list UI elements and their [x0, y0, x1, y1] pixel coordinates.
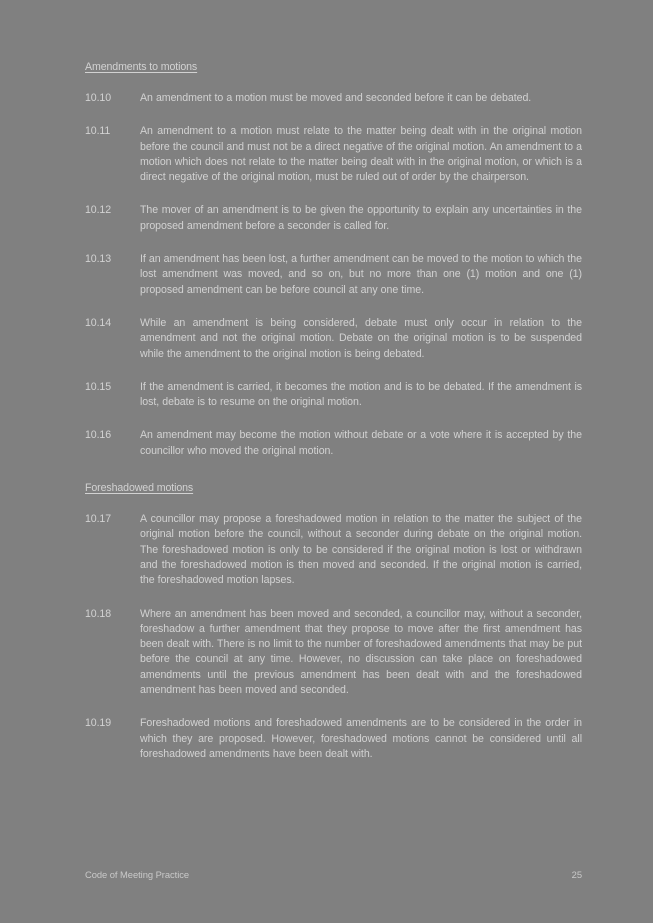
clause-number: 10.17 [85, 513, 112, 526]
clause-number: 10.16 [85, 429, 112, 442]
clause-10-12 [85, 203, 582, 234]
footer-document-title: Code of Meeting Practice [85, 869, 190, 880]
clause-number: 10.18 [85, 607, 112, 620]
clause-10-14 [85, 316, 582, 362]
clause-text: If an amendment has been lost, a further amendment can be moved to the motion to which the lost amendment was moved, and so on, but no more than one (1) motion and one (1) proposed amendment can be before council at any one time. [140, 253, 582, 296]
clause-10-17 [85, 512, 582, 588]
clause-number: 10.13 [85, 253, 112, 266]
clause-10-16 [85, 428, 582, 459]
clause-text: Where an amendment has been moved and seconded, a councillor may, without a seconder, foreshadow a further amendment that they propose to move after the first amendment has been dealt with. There is no limit to the number of foreshadowed amendments that may be put before the council at any time. However, no discussion can take place on foreshadowed amendments until the previous amendment has been dealt with and the foreshadowed amendment has been moved and seconded. [140, 607, 582, 697]
page-content [85, 57, 582, 780]
footer-page-number: 25 [571, 869, 582, 880]
section-foreshadowed-motions [85, 478, 582, 512]
section-heading-amendments-to-motions: Amendments to motions [85, 61, 198, 73]
clause-10-13 [85, 252, 582, 298]
clause-number: 10.12 [85, 204, 112, 217]
clause-number: 10.19 [85, 717, 112, 730]
clause-text: While an amendment is being considered, debate must only occur in relation to the amendment and not the original motion. Debate on the original motion is to be suspended while the amendment to the original motion is being debated. [140, 316, 582, 360]
clause-10-10 [85, 91, 582, 106]
clause-number: 10.14 [85, 316, 112, 329]
clause-text: The mover of an amendment is to be given the opportunity to explain any uncertainties in the proposed amendment before a seconder is called for. [140, 204, 582, 232]
clause-number: 10.11 [85, 125, 111, 138]
clause-text: If the amendment is carried, it becomes the motion and is to be debated. If the amendment is lost, debate is to resume on the original motion. [140, 380, 582, 409]
clause-10-18 [85, 607, 582, 699]
clause-text: An amendment to a motion must be moved and seconded before it can be debated. [140, 92, 532, 104]
clause-text: An amendment to a motion must relate to the matter being dealt with in the original motion before the council and must not be a direct negative of the original motion. An amendment to a motion which does not relate to the matter being dealt with in the original motion, or which is a direct negative of the original motion, must be ruled out of order by the chairperson. [140, 125, 582, 184]
clause-text: An amendment may become the motion without debate or a vote where it is accepted by the councillor who moved the original motion. [140, 429, 582, 457]
clause-10-15 [85, 380, 582, 411]
clause-number: 10.15 [85, 380, 112, 393]
clause-number: 10.10 [85, 92, 112, 104]
clause-10-19 [85, 716, 582, 762]
section-heading-foreshadowed-motions: Foreshadowed motions [85, 482, 194, 495]
clause-text: Foreshadowed motions and foreshadowed amendments are to be considered in the order in which they are proposed. However, foreshadowed motions cannot be considered until all foreshadowed amendments have been dealt with. [140, 717, 582, 760]
page-footer [85, 869, 582, 881]
clause-text: A councillor may propose a foreshadowed motion in relation to the matter the subject of the original motion before the council, without a seconder during debate on the original motion. The foreshadowed motion is only to be considered if the original motion is lost or withdrawn and the foreshadowed motion is then moved and seconded. If the original motion is carried, the foreshadowed motion lapses. [140, 513, 582, 587]
clause-10-11 [85, 124, 582, 185]
section-amendments-to-motions [85, 57, 582, 91]
